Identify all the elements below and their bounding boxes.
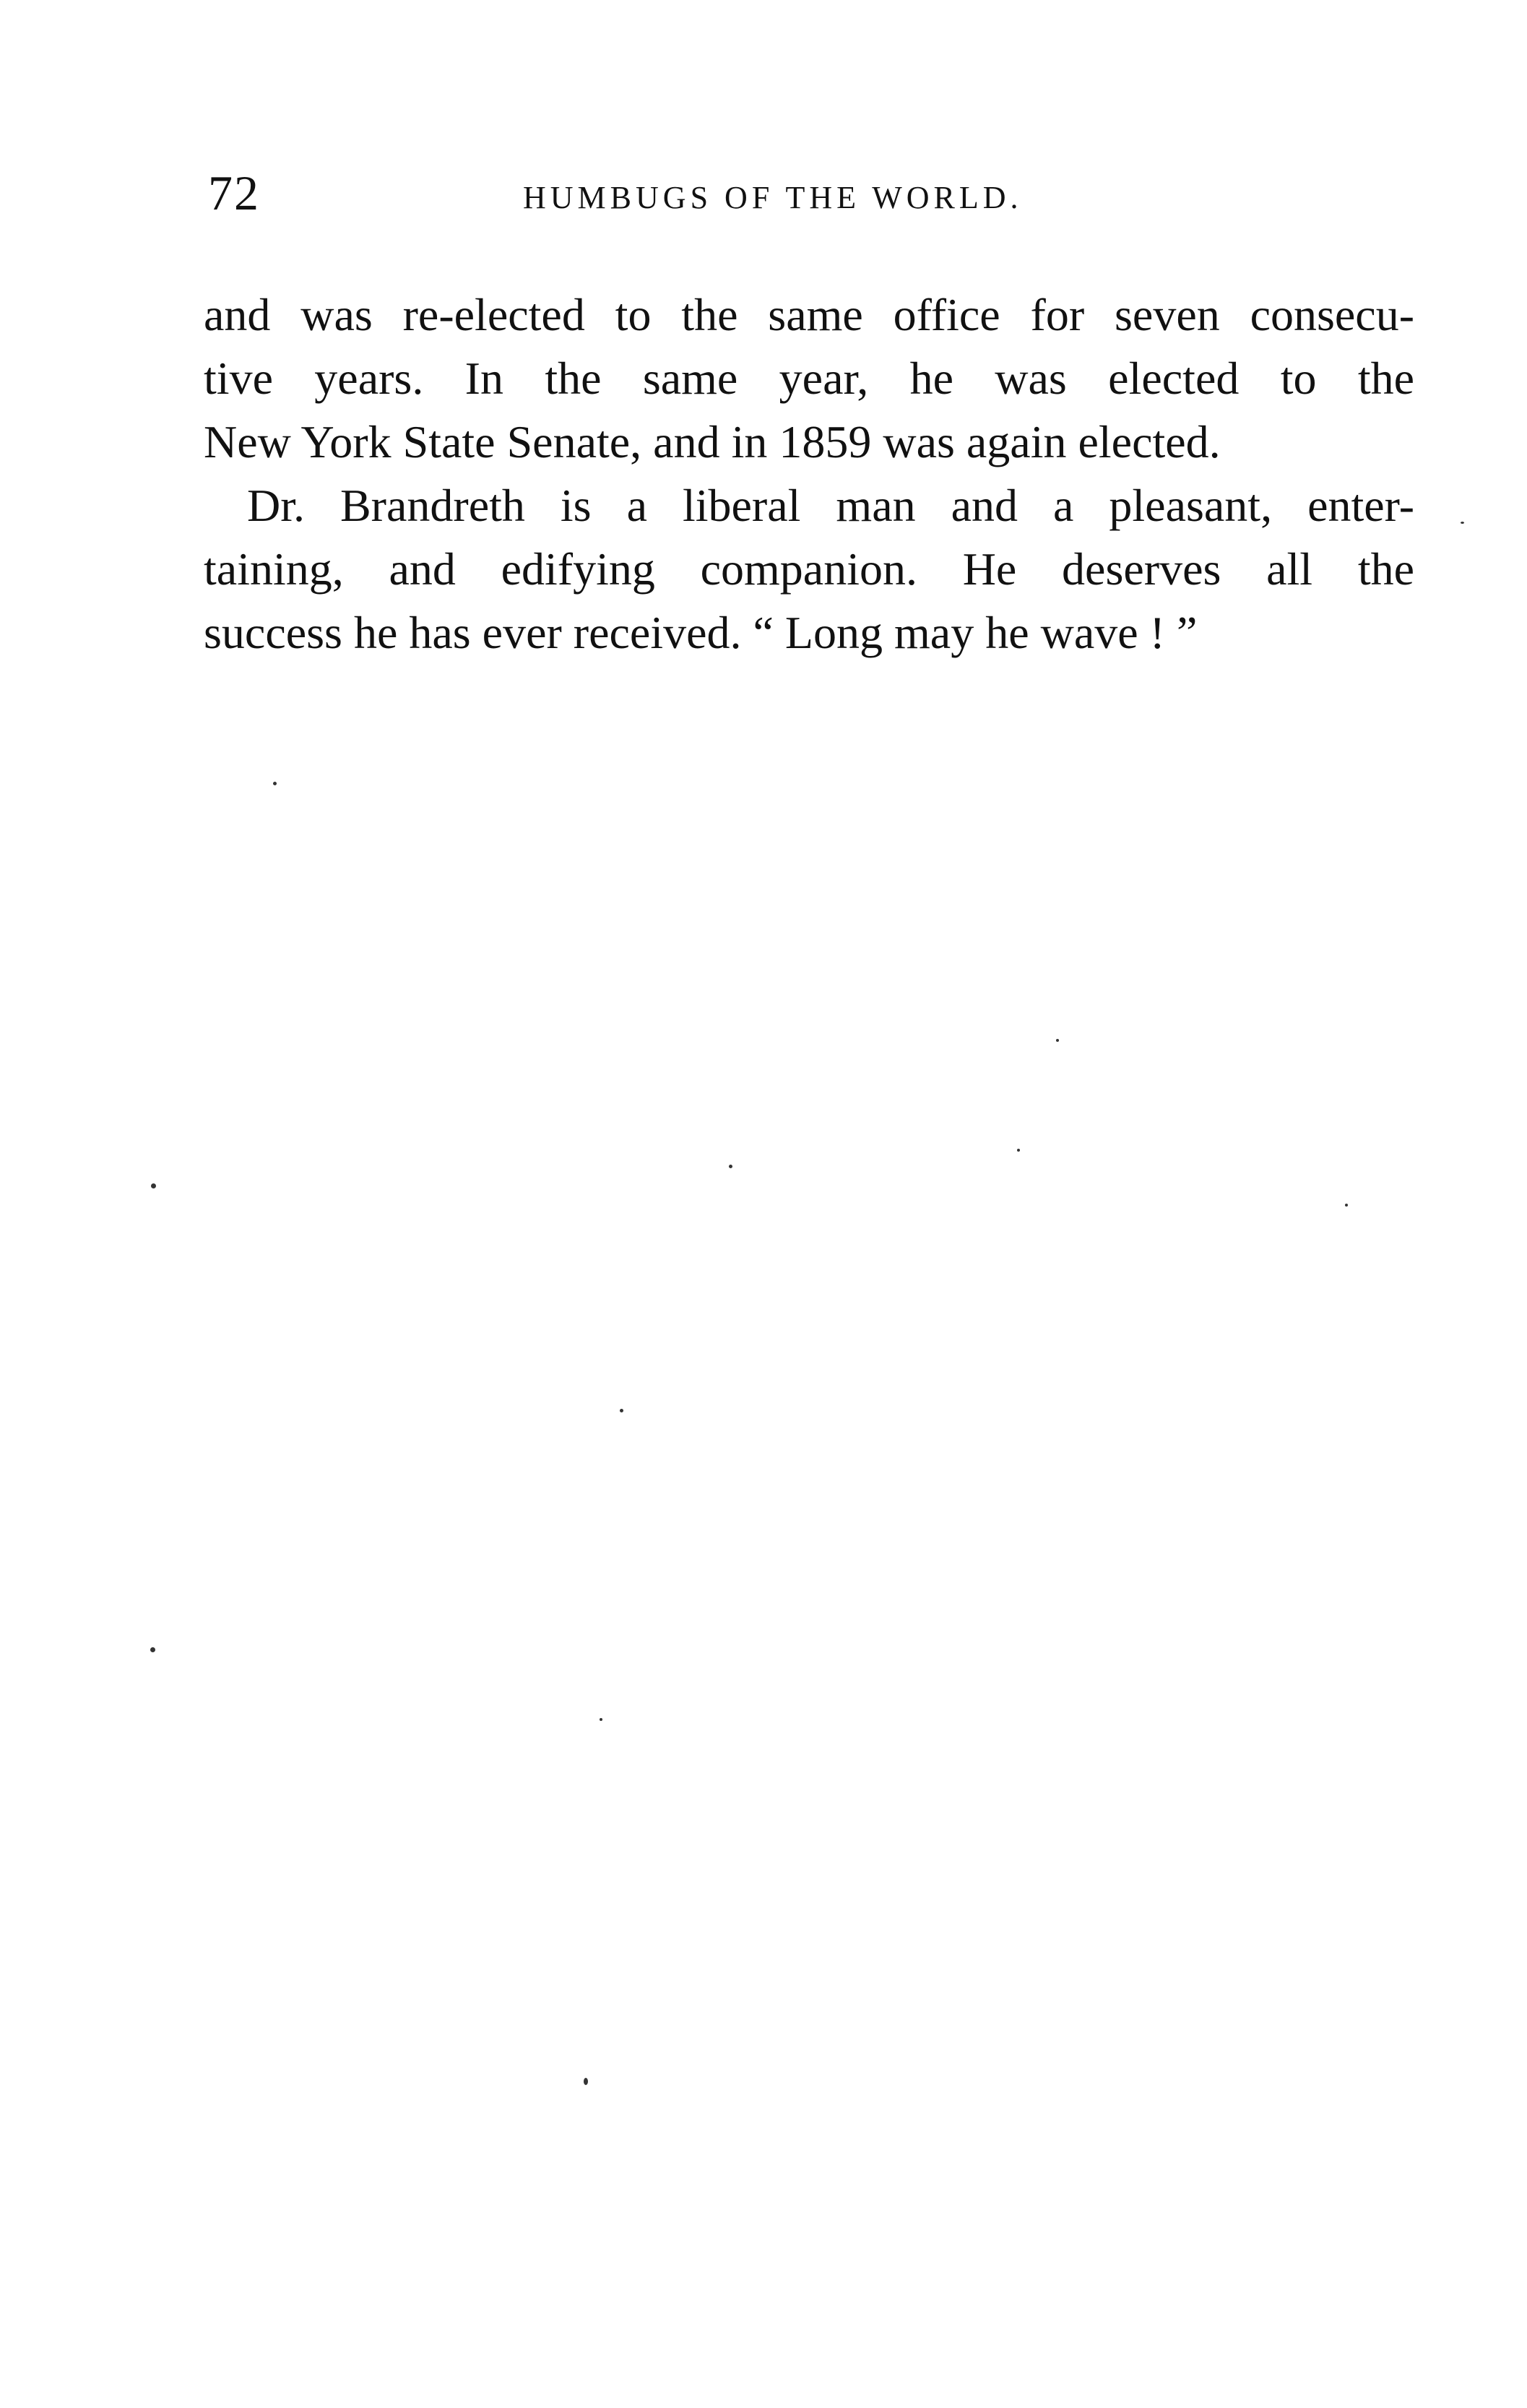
running-head: HUMBUGS OF THE WORLD. xyxy=(523,180,1023,215)
scan-speck xyxy=(1345,1204,1348,1207)
text-line: taining, and edifying companion. He deserves all the xyxy=(204,543,1414,595)
text-line: tive years. In the same year, he was elected to the xyxy=(204,353,1414,404)
text-line: and was re-elected to the same office for seven consecu- xyxy=(204,289,1414,340)
scan-speck xyxy=(600,1718,602,1721)
page-header xyxy=(208,160,1407,225)
scan-speck xyxy=(729,1165,732,1168)
scan-speck xyxy=(150,1647,155,1652)
scan-speck xyxy=(1461,522,1464,524)
text-line: success he has ever received. “ Long may he wave ! ” xyxy=(204,607,1198,658)
scan-speck xyxy=(1056,1039,1059,1042)
scan-speck xyxy=(620,1409,623,1412)
scan-speck xyxy=(151,1183,156,1188)
scan-speck xyxy=(584,2078,588,2085)
page-number: 72 xyxy=(208,165,260,220)
scan-speck xyxy=(273,782,277,785)
scan-speck xyxy=(1017,1149,1020,1152)
text-line: New York State Senate, and in 1859 was again elected. xyxy=(204,416,1221,467)
body-text xyxy=(204,283,1414,665)
paragraph-first-line: Dr. Brandreth is a liberal man and a pleasant, enter- xyxy=(247,480,1414,531)
